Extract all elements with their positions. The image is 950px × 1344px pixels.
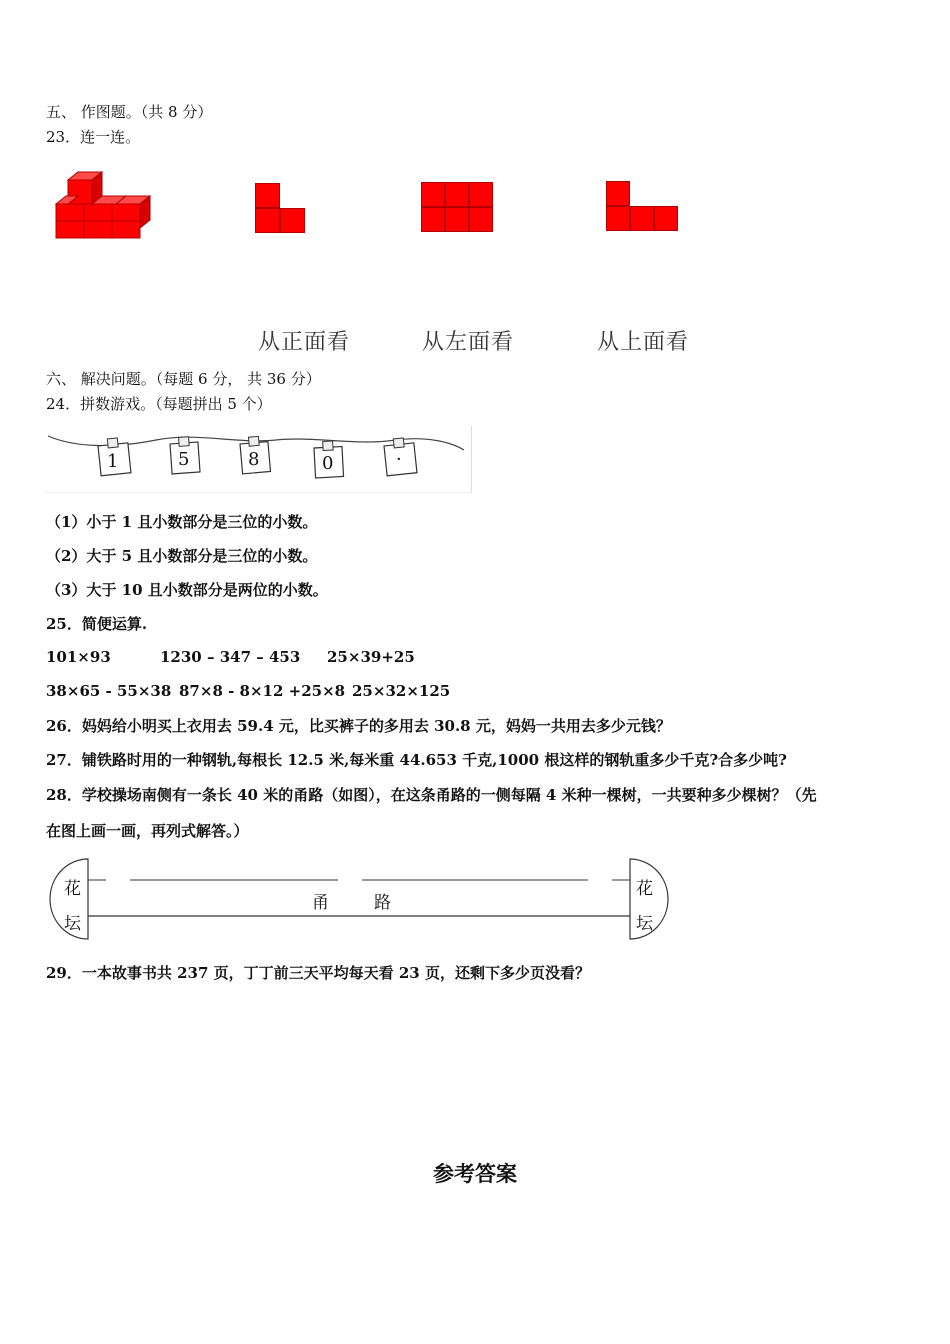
question-27: 27．铺铁路时用的一种钢轨,每根长 12.5 米,每米重 44.653 千克,1000 根这样的钢轨重多少千克?合多少吨? bbox=[46, 751, 787, 769]
right-flowerbed-label-2: 坛 bbox=[636, 914, 653, 934]
card-5: 5 bbox=[178, 449, 190, 470]
view-label-front: 从正面看 bbox=[258, 330, 351, 355]
view-label-top: 从上面看 bbox=[597, 330, 690, 355]
calc-4: 38×65 - 55×38 bbox=[46, 682, 172, 700]
number-cards-figure bbox=[46, 426, 472, 493]
calc-6: 25×32×125 bbox=[352, 682, 451, 700]
calc-5: 87×8 - 8×12 +25×8 bbox=[179, 682, 346, 700]
card-0: 0 bbox=[322, 453, 334, 474]
section5-heading: 五、 作图题。（共 8 分） bbox=[46, 103, 213, 121]
road-figure bbox=[46, 856, 674, 942]
left-flowerbed-label-2: 坛 bbox=[64, 914, 81, 934]
road-label-1: 甬 bbox=[312, 893, 329, 913]
card-dot: · bbox=[396, 449, 402, 470]
road-label-2: 路 bbox=[374, 893, 391, 913]
card-1: 1 bbox=[107, 451, 119, 472]
question-24-title: 24．拼数游戏。（每题拼出 5 个） bbox=[46, 395, 272, 413]
answer-title: 参考答案 bbox=[433, 1162, 517, 1186]
calc-2: 1230 – 347 – 453 bbox=[160, 648, 301, 666]
cube-stack-figure bbox=[52, 170, 152, 242]
card-8: 8 bbox=[248, 449, 260, 470]
left-flowerbed-label-1: 花 bbox=[64, 879, 81, 899]
section6-heading: 六、 解决问题。（每题 6 分， 共 36 分） bbox=[46, 370, 321, 388]
view-shape-l-long bbox=[606, 181, 678, 231]
view-shape-l-small bbox=[255, 183, 305, 233]
right-flowerbed-label-1: 花 bbox=[636, 879, 653, 899]
question-29: 29．一本故事书共 237 页，丁丁前三天平均每天看 23 页，还剩下多少页没看？ bbox=[46, 964, 590, 982]
question-28-line-2: 在图上画一画，再列式解答。） bbox=[46, 822, 249, 840]
view-label-left: 从左面看 bbox=[422, 330, 515, 355]
view-shape-grid bbox=[421, 182, 493, 232]
question-28-line-1: 28．学校操场南侧有一条长 40 米的甬路（如图），在这条甬路的一侧每隔 4 米种一棵树，一共要种多少棵树？（先 bbox=[46, 786, 817, 804]
calc-3: 25×39+25 bbox=[327, 648, 415, 666]
question-26: 26．妈妈给小明买上衣用去 59.4 元，比买裤子的多用去 30.8 元，妈妈一共用去多少元钱？ bbox=[46, 717, 671, 735]
question-23: 23．连一连。 bbox=[46, 128, 141, 146]
calc-1: 101×93 bbox=[46, 648, 111, 666]
question-24-sub-2: （2）大于 5 且小数部分是三位的小数。 bbox=[46, 547, 318, 565]
question-24-sub-1: （1）小于 1 且小数部分是三位的小数。 bbox=[46, 513, 318, 531]
question-24-sub-3: （3）大于 10 且小数部分是两位的小数。 bbox=[46, 581, 328, 599]
question-25-title: 25．简便运算. bbox=[46, 615, 148, 633]
